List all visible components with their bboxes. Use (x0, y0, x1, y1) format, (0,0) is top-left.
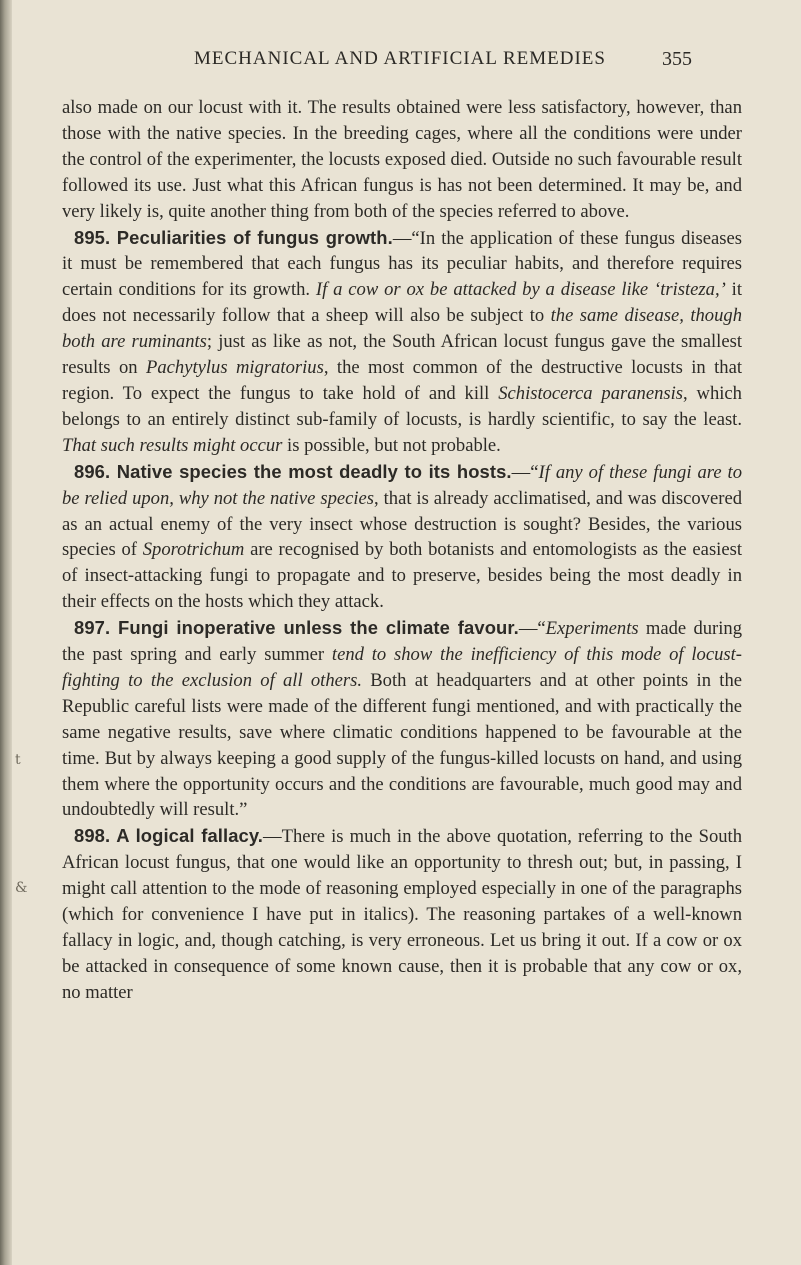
paragraph-continued: also made on our locust with it. The results obtained were less satisfactory, however, than those with the native species. In the breeding cages, where all the conditions were under the control of the experimenter, the locusts exposed died. Outside no such favourable result followed its use. Just what this African fungus is has not been determined. It may be, and very likely is, quite another thing from both of the species referred to above. (62, 97, 742, 222)
section-895: 895. Peculiarities of fungus growth.—“In the application of these fungus diseases it must be remembered that each fungus has its peculiar habits, and therefore requires certain conditions for its growth. If a cow or ox be attacked by a disease like ‘tristeza,’ it does not necessarily follow that a sheep will also be subject to the same disease, though both are ruminants; just as like as not, the South African locust fungus gave the smallest results on Pachytylus migratorius, the most common of the destructive locusts in that region. To expect the fungus to take hold of and kill Schistocerca paranensis, which belongs to an entirely distinct sub-family of locusts, is hardly scientific, to say the least. That such results might occur is possible, but not probable. (62, 226, 743, 456)
section-heading: 897. Fungi inoperative unless the climate favour. (74, 617, 519, 639)
margin-mark: & (15, 880, 28, 896)
body-text (62, 95, 742, 1006)
section-897: 897. Fungi inoperative unless the climate favour.—“Experiments made during the past spring and early summer tend to show the inefficiency of this mode of locust-fighting to the exclusion of all others. Both at headquarters and at other points in the Republic careful lists were made of the different fungi mentioned, and with practically the same negative results, save where climatic conditions happened to be favourable at the time. But by always keeping a good supply of the fungus-killed locusts on hand, and using them where the opportunity occurs and the conditions are favourable, much good may and undoubtedly will result.” (62, 617, 742, 821)
page-gutter-shadow (0, 0, 12, 1265)
section-898: 898. A logical fallacy.—There is much in the above quotation, referring to the South African locust fungus, that one would like an opportunity to thresh out; but, in passing, I might call attention to the mode of reasoning employed especially in one of the paragraphs (which for convenience I have put in italics). The reasoning partakes of a well-known fallacy in logic, and, though catching, is very erroneous. Let us bring it out. If a cow or ox be attacked in consequence of some known cause, then it is probable that any cow or ox, no matter (62, 825, 742, 1003)
section-heading: 896. Native species the most deadly to its hosts. (74, 460, 512, 482)
section-heading: 898. A logical fallacy. (74, 825, 264, 847)
section-heading: 895. Peculiarities of fungus growth. (74, 226, 393, 248)
page-number: 355 (662, 48, 692, 70)
running-title: MECHANICAL AND ARTIFICIAL REMEDIES (194, 48, 606, 69)
section-896: 896. Native species the most deadly to its hosts.—“If any of these fungi are to be relied upon, why not the native species, that is already acclimatised, and was discovered as an actual enemy of the very insect whose destruction is sought? Besides, the various species of Sporotrichum are recognised by both botanists and entomologists as the easiest of insect-attacking fungi to propagate and to preserve, besides being the most deadly in their effects on the hosts which they attack. (62, 460, 743, 613)
margin-mark: t (15, 752, 21, 768)
